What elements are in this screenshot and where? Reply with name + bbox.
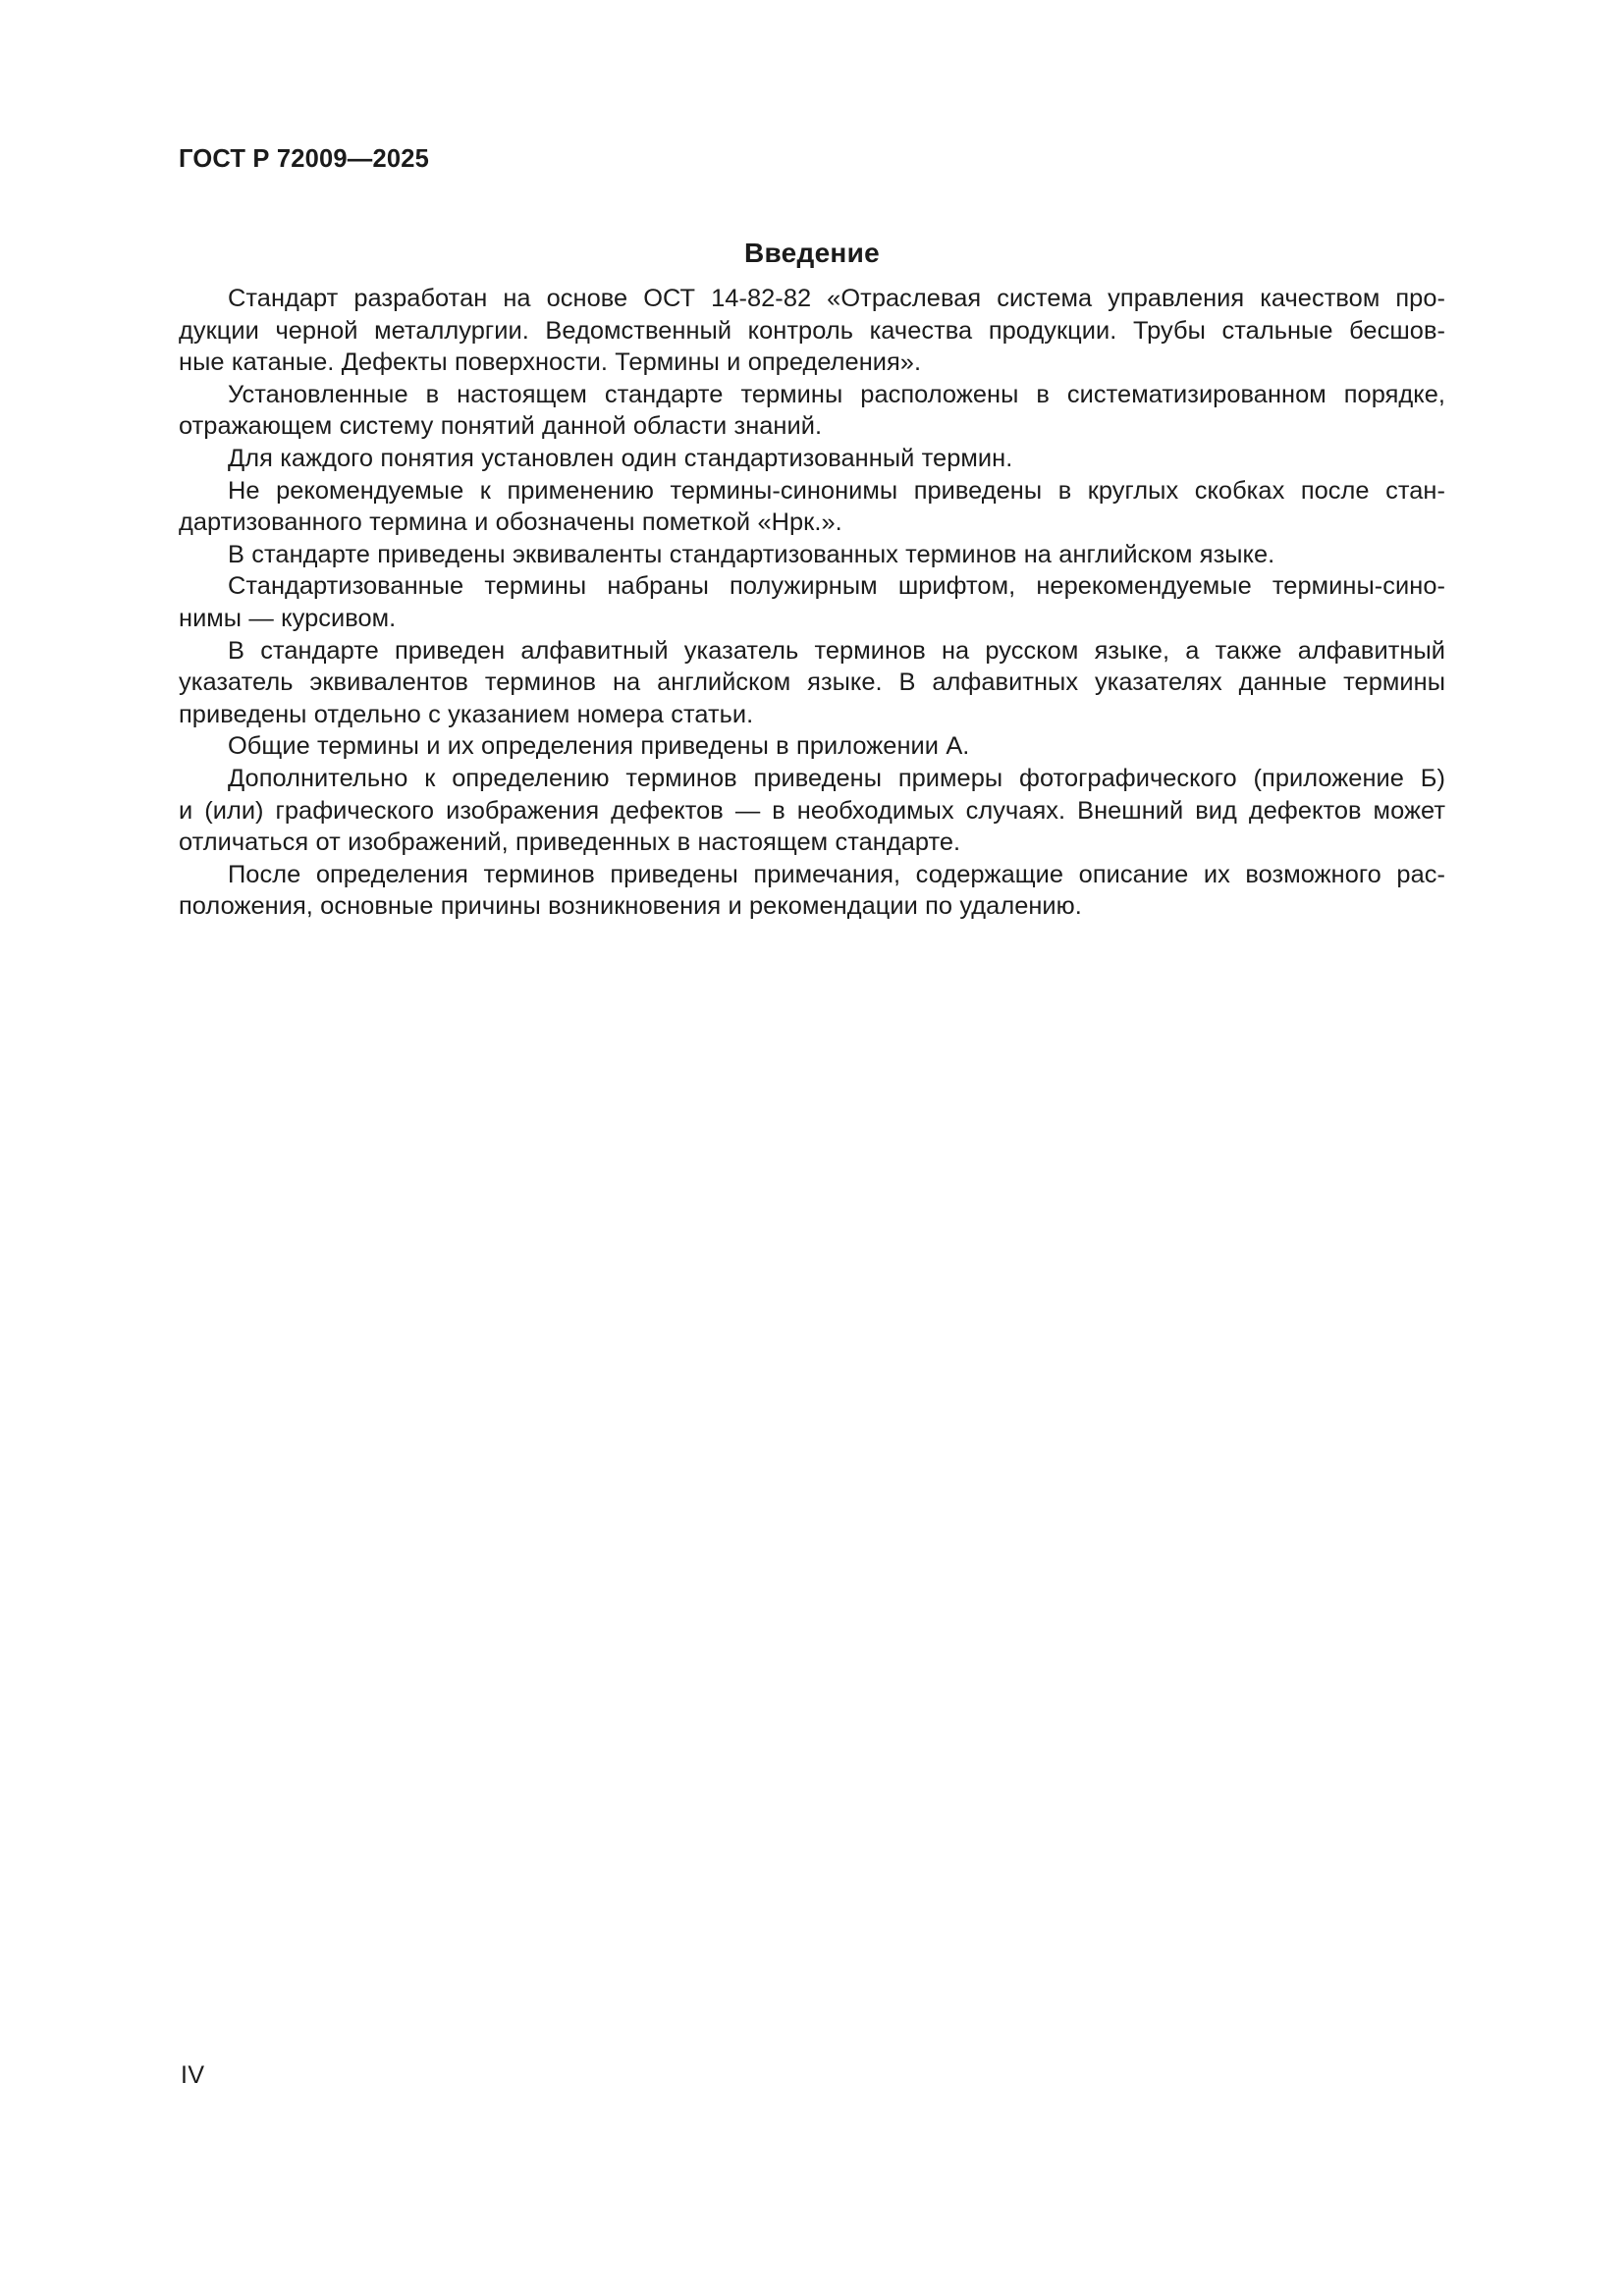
paragraph (179, 859, 1445, 923)
paragraph-line: ные катаные. Дефекты поверхности. Термины и определения». (179, 348, 922, 377)
paragraph (179, 763, 1445, 859)
paragraph (179, 443, 1445, 475)
paragraph-line: Стандартизованные термины набраны полужирным шрифтом, нерекомендуемые термины-сино- (228, 572, 1445, 601)
paragraph (179, 570, 1445, 634)
paragraph-line: Стандарт разработан на основе ОСТ 14-82-82 «Отраслевая система управления качеством про- (228, 285, 1445, 312)
paragraph-line: В стандарте приведен алфавитный указатель терминов на русском языке, а также алфавитный (228, 636, 1445, 665)
page-number: IV (181, 2061, 205, 2089)
paragraph-line: положения, основные причины возникновения и рекомендации по удалению. (179, 892, 1082, 921)
paragraph (179, 283, 1445, 379)
paragraph (179, 475, 1445, 539)
paragraph-line: приведены отдельно с указанием номера статьи. (179, 700, 754, 728)
paragraph (179, 379, 1445, 443)
paragraph-line: После определения терминов приведены примечания, содержащие описание их возможного рас- (228, 860, 1445, 888)
paragraph-line: Дополнительно к определению терминов приведены примеры фотографического (приложение Б) (228, 764, 1445, 792)
introduction-body (179, 283, 1445, 923)
paragraph (179, 539, 1445, 571)
paragraph-line: Для каждого понятия установлен один стандартизованный термин. (228, 444, 1013, 472)
paragraph-line: Не рекомендуемые к применению термины-синонимы приведены в круглых скобках после стан- (228, 476, 1445, 505)
paragraph-line: нимы — курсивом. (179, 604, 397, 632)
running-header-standard-number: ГОСТ Р 72009—2025 (179, 145, 430, 173)
page-title: Введение (743, 237, 881, 268)
paragraph-line: Установленные в настоящем стандарте термины расположены в систематизированном порядке, (228, 380, 1445, 408)
paragraph-line: отражающем систему понятий данной области знаний. (179, 412, 823, 441)
paragraph-line: дартизованного термина и обозначены пометкой «Нрк.». (179, 508, 842, 537)
paragraph-line: Общие термины и их определения приведены в приложении А. (228, 732, 970, 761)
paragraph-line: и (или) графического изображения дефектов — в необходимых случаях. Внешний вид дефектов может (179, 796, 1445, 825)
paragraph-line: отличаться от изображений, приведенных в настоящем стандарте. (179, 828, 961, 857)
paragraph-line: дукции черной металлургии. Ведомственный контроль качества продукции. Трубы стальные бесшов- (179, 316, 1445, 345)
paragraph (179, 635, 1445, 731)
paragraph-line: В стандарте приведены эквиваленты стандартизованных терминов на английском языке. (228, 540, 1275, 568)
paragraph-line: указатель эквивалентов терминов на английском языке. В алфавитных указателях данные термины (179, 668, 1445, 697)
paragraph (179, 730, 1445, 763)
